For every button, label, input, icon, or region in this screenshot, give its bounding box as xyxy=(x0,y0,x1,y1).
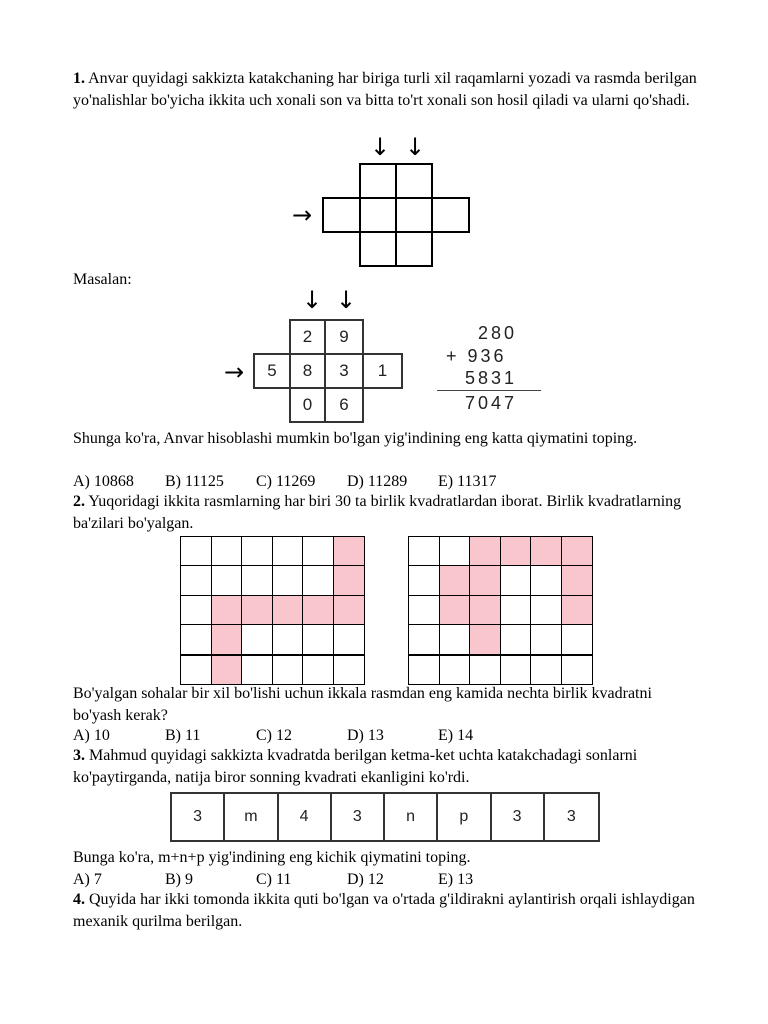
sum-addend: + 936 xyxy=(446,346,507,366)
shaded-square xyxy=(272,595,303,624)
unit-square xyxy=(409,595,440,624)
unit-square xyxy=(303,566,334,595)
unit-square xyxy=(531,595,562,624)
option-e[interactable]: E) 13 xyxy=(438,871,474,888)
unit-square xyxy=(500,566,531,595)
q2-statement: Yuqoridagi ikkita rasmlarning har biri 30 ta birlik kvadratlardan iborat. Birlik kvadratlarning ba'zilari bo'yalgan. xyxy=(73,493,682,532)
example-cell: 8 xyxy=(289,353,326,389)
empty-cell xyxy=(359,231,397,267)
unit-square xyxy=(439,537,470,566)
empty-cell xyxy=(395,197,433,233)
unit-square xyxy=(211,537,242,566)
unit-square xyxy=(531,566,562,595)
q3-question: Bunga ko'ra, m+n+p yig'indining eng kichik qiymatini toping. xyxy=(73,849,471,866)
shaded-square xyxy=(333,595,364,624)
empty-cell xyxy=(359,163,397,199)
shaded-square xyxy=(561,537,592,566)
unit-square xyxy=(500,595,531,624)
empty-cell xyxy=(322,197,361,233)
unit-square xyxy=(242,537,273,566)
right-arrow-icon: → xyxy=(224,358,245,386)
option-d[interactable]: D) 11289 xyxy=(347,473,408,490)
down-arrow-icon: ↓ xyxy=(336,286,357,314)
unit-square xyxy=(500,655,531,685)
unit-square xyxy=(439,625,470,655)
unit-square xyxy=(439,655,470,685)
option-e[interactable]: E) 11317 xyxy=(438,473,497,490)
shaded-square xyxy=(439,566,470,595)
unit-square xyxy=(181,537,212,566)
example-cell: 6 xyxy=(324,387,364,423)
shaded-square xyxy=(470,625,501,655)
shaded-square xyxy=(439,595,470,624)
unit-square xyxy=(181,655,212,685)
shaded-square xyxy=(561,595,592,624)
unit-square xyxy=(181,595,212,624)
q2-question: Bo'yalgan sohalar bir xil bo'lishi uchun ikkala rasmdan eng kamida nechta birlik kvadratni bo'yash kerak? xyxy=(73,685,652,724)
strip-cell: 3 xyxy=(566,808,576,825)
option-c[interactable]: C) 12 xyxy=(256,727,292,744)
example-cell: 9 xyxy=(324,319,364,355)
down-arrow-icon: ↓ xyxy=(302,286,323,314)
q1-question: Shunga ko'ra, Anvar hisoblashi mumkin bo'lgan yig'indining eng katta qiymatini toping. xyxy=(73,430,638,447)
empty-cell xyxy=(395,163,433,199)
empty-cell xyxy=(431,197,470,233)
down-arrow-icon: ↓ xyxy=(370,133,391,161)
option-e[interactable]: E) 14 xyxy=(438,727,474,744)
unit-square xyxy=(272,655,303,685)
unit-square xyxy=(303,537,334,566)
shaded-square xyxy=(500,537,531,566)
strip-cell: n xyxy=(385,794,438,840)
q3-number-strip xyxy=(170,792,600,842)
shaded-square xyxy=(242,595,273,624)
example-cell: 1 xyxy=(362,353,403,389)
q3-number: 3. xyxy=(73,747,85,764)
q1-text xyxy=(73,68,703,111)
right-arrow-icon: → xyxy=(292,201,313,229)
sum-divider xyxy=(437,390,541,391)
unit-square xyxy=(561,655,592,685)
shaded-square xyxy=(531,537,562,566)
unit-square xyxy=(333,655,364,685)
empty-cell xyxy=(359,197,397,233)
unit-square xyxy=(531,625,562,655)
shaded-square xyxy=(211,595,242,624)
strip-cell: 3 xyxy=(332,794,385,840)
strip-cell: 3 xyxy=(172,794,225,840)
option-a[interactable]: A) 7 xyxy=(73,871,102,888)
unit-square xyxy=(333,625,364,655)
unit-square xyxy=(272,566,303,595)
shaded-square xyxy=(333,537,364,566)
unit-square xyxy=(303,655,334,685)
unit-square xyxy=(242,655,273,685)
shaded-square xyxy=(470,566,501,595)
shaded-square xyxy=(333,566,364,595)
sum-result: 7047 xyxy=(465,393,518,413)
unit-square xyxy=(470,655,501,685)
unit-square xyxy=(211,566,242,595)
q1-number: 1. xyxy=(73,70,85,87)
unit-square xyxy=(181,566,212,595)
unit-square xyxy=(303,625,334,655)
sum-addend: 5831 xyxy=(465,368,518,388)
q4-statement: Quyida har ikki tomonda ikkita quti bo'lgan va o'rtada g'ildirakni aylantirish orqali ishlaydigan mexanik qurilma berilgan. xyxy=(73,891,695,930)
option-c[interactable]: C) 11269 xyxy=(256,473,316,490)
option-a[interactable]: A) 10868 xyxy=(73,473,134,490)
shaded-square xyxy=(470,537,501,566)
shaded-square xyxy=(303,595,334,624)
option-b[interactable]: B) 11125 xyxy=(165,473,224,490)
unit-square xyxy=(561,625,592,655)
unit-square xyxy=(409,566,440,595)
strip-cell: m xyxy=(225,794,278,840)
example-label: Masalan: xyxy=(73,271,132,288)
example-cell: 5 xyxy=(253,353,291,389)
example-cell: 0 xyxy=(289,387,326,423)
unit-square xyxy=(409,625,440,655)
q4-text xyxy=(73,889,703,932)
q3-statement: Mahmud quyidagi sakkizta kvadratda berilgan ketma-ket uchta katakchadagi sonlarni ko'paytirganda, natija biror sonning kvadrati ekanligini ko'rdi. xyxy=(73,747,638,786)
shaded-square xyxy=(211,625,242,655)
sum-addend: 280 xyxy=(478,323,518,343)
q2-grid-right xyxy=(408,536,593,685)
unit-square xyxy=(272,625,303,655)
unit-square xyxy=(500,625,531,655)
shaded-square xyxy=(561,566,592,595)
option-c[interactable]: C) 11 xyxy=(256,871,292,888)
q2-text xyxy=(73,491,703,534)
q4-number: 4. xyxy=(73,891,85,908)
down-arrow-icon: ↓ xyxy=(405,133,426,161)
unit-square xyxy=(409,655,440,685)
q3-text xyxy=(73,745,703,788)
example-cell: 3 xyxy=(324,353,364,389)
strip-cell: p xyxy=(438,794,491,840)
q2-number: 2. xyxy=(73,493,85,510)
q2-grid-left xyxy=(180,536,365,685)
unit-square xyxy=(181,625,212,655)
option-b[interactable]: B) 11 xyxy=(165,727,201,744)
example-cell: 2 xyxy=(289,319,326,355)
shaded-square xyxy=(470,595,501,624)
option-a[interactable]: A) 10 xyxy=(73,727,110,744)
empty-cell xyxy=(395,231,433,267)
unit-square xyxy=(409,537,440,566)
unit-square xyxy=(242,625,273,655)
unit-square xyxy=(531,655,562,685)
option-d[interactable]: D) 13 xyxy=(347,727,384,744)
option-b[interactable]: B) 9 xyxy=(165,871,193,888)
strip-cell: 4 xyxy=(279,794,332,840)
unit-square xyxy=(272,537,303,566)
unit-square xyxy=(242,566,273,595)
option-d[interactable]: D) 12 xyxy=(347,871,384,888)
q1-statement: Anvar quyidagi sakkizta katakchaning har biriga turli xil raqamlarni yozadi va rasmda berilgan yo'nalishlar bo'yicha ikkita uch xonali son va bitta to'rt xonali son hosil qiladi va ularni qo'shadi. xyxy=(73,70,697,109)
strip-cell: 3 xyxy=(492,794,545,840)
shaded-square xyxy=(211,655,242,685)
